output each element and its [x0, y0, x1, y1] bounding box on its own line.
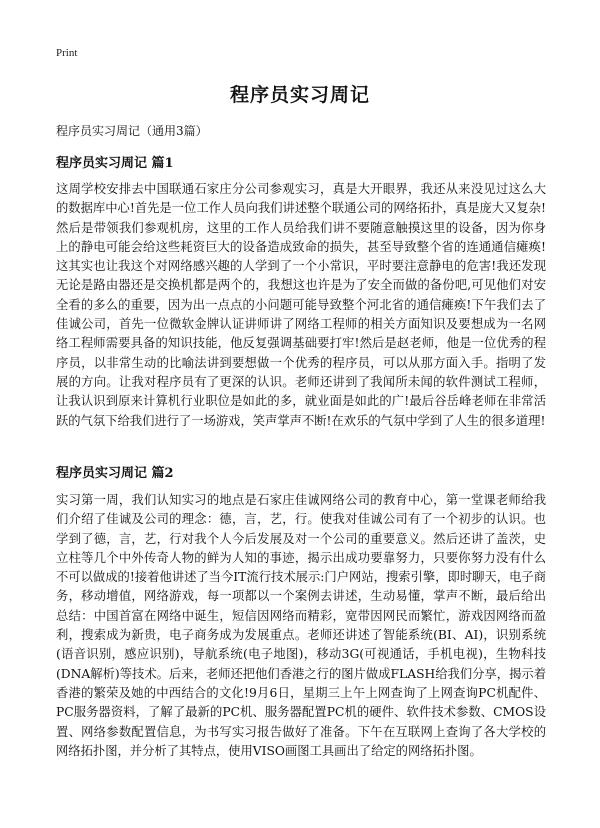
document-subtitle: 程序员实习周记（通用3篇） [56, 124, 208, 138]
section-body-2: 实习第一周，我们认知实习的地点是石家庄佳诚网络公司的教育中心，第一堂课老师给我们介绍了佳诚及公司的理念：德，言，艺，行。使我对佳诚公司有了一个初步的认识。也学到了德，言，艺，行对我个人今后发展及对一个公司的重要意义。然后还讲了盖茨，史立柱等几个中外传奇人物的鲜为人知的事迹，揭示出成功要靠努力，只要你努力没有什么不可以做成的!接着他讲述了当今IT流行技术展示:门户网站，搜索引擎，即时聊天，电子商务，移动增值，网络游戏，每一项都以一个案例去讲述，生动易懂，掌声不断，最后给出总结：中国首富在网络中诞生，短信因网络而精彩，宽带因网民而繁忙，游戏因网络而盈利，搜索成为新贵，电子商务成为发展重点。老师还讲述了智能系统(BI、AI)，识别系统(语音识别，感应识别)，导航系统(电子地图)，移动3G(可视通话，手机电视)，生物科技(DNA解析)等技术。后来，老师还把他们香港之行的图片做成FLASH给我们分享，揭示着香港的繁荣及她的中西结合的文化!9月6日，星期三上午上网查询了上网查询PC机配件、PC服务器资料，了解了最新的PC机、服务器配置PC机的硬件、软件技术参数、CMOS设置、网络参数配置信息，为书写实习报告做好了准备。下午在互联网上查询了各大学校的网络拓扑图，并分析了其特点，使用VISO画图工具画出了给定的网络拓扑图。 [56, 493, 546, 758]
section-heading-1: 程序员实习周记 篇1 [56, 156, 174, 171]
section-body-1: 这周学校安排去中国联通石家庄分公司参观实习，真是大开眼界，我还从来没见过这么大的数据库中心!首先是一位工作人员向我们讲述整个联通公司的网络拓扑，真是庞大又复杂!然后是带领我们参观机房，这里的工作人员给我们讲不要随意触摸这里的设备，因为你身上的静电可能会给这些耗资巨大的设备造成致命的损失，甚至导致整个省的连通通信瘫痪!这其实也让我这个对网络感兴趣的人学到了一个小常识，平时要注意静电的危害!我还发现无论是路由器还是交换机都是两个的，我想这也许是为了安全而做的备份吧,可见他们对安全看的多么的重要，因为出一点点的小问题可能导致整个河北省的通信瘫痪!下午我们去了佳诚公司，首先一位微软金牌认证讲师讲了网络工程师的相关方面知识及要想成为一名网络工程师需要具备的知识技能，他反复强调基础要打牢!然后是赵老师，他是一位优秀的程序员，以非常生动的比喻法讲到要想做一个优秀的程序员，可以从那方面入手。指明了发展的方向。让我对程序员有了更深的认识。老师还讲到了我闻所未闻的软件测试工程师，让我认识到原来计算机行业职位是如此的多，就业面是如此的广!最后谷岳峰老师在非常活跃的气氛下给我们进行了一场游戏，笑声掌声不断!在欢乐的气氛中学到了人生的很多道理! [56, 182, 546, 428]
page-title: 程序员实习周记 [229, 84, 370, 106]
section-heading-2: 程序员实习周记 篇2 [56, 466, 174, 481]
print-link[interactable]: Print [56, 47, 78, 59]
